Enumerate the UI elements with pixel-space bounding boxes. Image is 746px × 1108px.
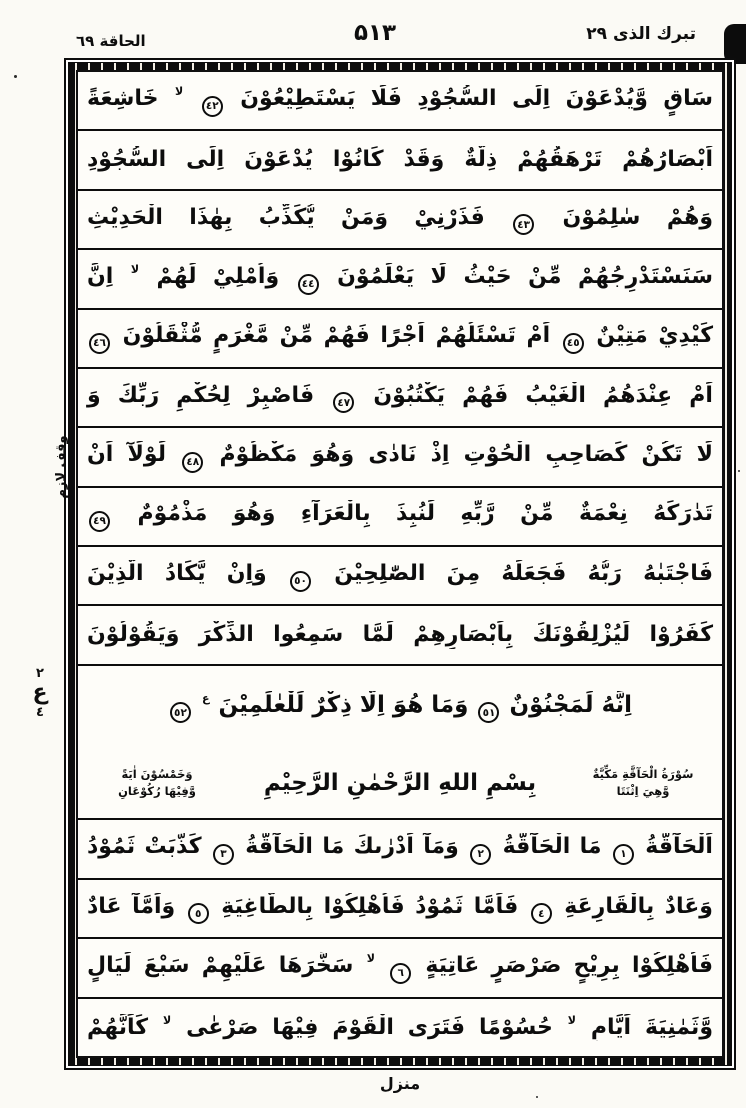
quran-line-row [78, 666, 722, 749]
ayah-number-marker: ٤٨ [182, 452, 203, 473]
quran-line-row [78, 250, 722, 309]
ayah-number-marker: ٥٠ [290, 571, 311, 592]
ayah-number-marker: ٤٦ [89, 333, 110, 354]
ayah-number-marker: ٢ [470, 844, 491, 865]
scan-speck [738, 470, 740, 472]
quran-line-row [78, 547, 722, 606]
ayah-number-marker: ٤٣ [513, 214, 534, 235]
quran-line-row [78, 72, 722, 131]
surah-title-line2: وَّهِيَ اِثْنَتَا [616, 784, 670, 799]
surah-header-row [78, 748, 722, 820]
quran-line-text: لَا تَكُنْ كَصَاحِبِ الْحُوْتِ اِذْ نَادٰى وَهُوَ مَكْظُوْمٌ ٤٨ لَوْلَآ اَنْ [78, 441, 722, 473]
quran-line-text: اَلْحَآقَّةُ ١ مَا الْحَآقَّةُ ٢ وَمَآ اَدْرٰىكَ مَا الْحَآقَّةُ ٣ كَذَّبَتْ ثَمُوْدُ [78, 833, 722, 865]
margin-waqf-note: وقف لازم [54, 435, 69, 499]
quran-line-row [78, 488, 722, 547]
ayah-number-marker: ٥٢ [170, 702, 191, 723]
surah-title-line1: سُوْرَةُ الْحَآقَّةِ مَكِّيَّةٌ [592, 766, 694, 781]
waqf-mark: لا [163, 1013, 172, 1027]
quran-text-block [76, 70, 724, 1058]
quran-line-row [78, 428, 722, 487]
quran-line-text: تَدٰرَكَهُ نِعْمَةٌ مِّنْ رَّبِّهِ لَنُبِذَ بِالْعَرَآءِ وَهُوَ مَذْمُوْمٌ ٤٩ [78, 500, 722, 532]
quran-line-row [78, 131, 722, 190]
waqf-mark: لا [366, 952, 375, 965]
quran-line-text: اَمْ عِنْدَهُمُ الْغَيْبُ فَهُمْ يَكْتُبُوْنَ ٤٧ فَاصْبِرْ لِحُكْمِ رَبِّكَ وَ [78, 382, 722, 414]
ornamental-border-band [68, 62, 732, 1066]
ayah-number-marker: ٤٥ [563, 333, 584, 354]
waqf-mark: لا [130, 262, 140, 276]
quran-line-text: اَبْصَارُهُمْ تَرْهَقُهُمْ ذِلَّةٌ وَقَدْ كَانُوْا يُدْعَوْنَ اِلَى السُّجُوْدِ [87, 147, 713, 173]
quran-line-row [78, 191, 722, 250]
quran-line-text: كَفَرُوْا لَيُزْلِقُوْنَكَ بِاَبْصَارِهِمْ لَمَّا سَمِعُوا الذِّكْرَ وَيَقُوْلُوْنَ [87, 622, 713, 648]
surah-label: الحاقة ٦٩ [76, 32, 146, 50]
quran-line-row [78, 369, 722, 428]
quran-line-text: كَيْدِيْ مَتِيْنٌ ٤٥ اَمْ تَسْئَلُهُمْ اَجْرًا فَهُمْ مِّنْ مَّغْرَمٍ مُّثْقَلُوْنَ ٤٦ [78, 322, 722, 354]
quran-line-text: سَاقٍ وَّيُدْعَوْنَ اِلَى السُّجُوْدِ فَلَا يَسْتَطِيْعُوْنَ ٤٢ $^{لا}$ خَاشِعَةً [78, 85, 722, 117]
quran-line-row [78, 880, 722, 939]
bismillah: بِسْمِ اللهِ الرَّحْمٰنِ الرَّحِيْمِ [263, 770, 537, 797]
quran-line-row [78, 820, 722, 879]
ayah-number-marker: ٤٤ [298, 274, 319, 295]
surah-title-left [78, 748, 236, 818]
quran-line-text: سَنَسْتَدْرِجُهُمْ مِّنْ حَيْثُ لَا يَعْلَمُوْنَ ٤٤ وَاُمْلِيْ لَهُمْ $^{لا}$ اِنَّ [78, 263, 722, 295]
scan-speck [536, 1096, 538, 1098]
juz-label: تبرك الذى ٢٩ [586, 24, 696, 44]
quran-line-text: فَاجْتَبٰهُ رَبُّهُ فَجَعَلَهُ مِنَ الصّٰلِحِيْنَ ٥٠ وَاِنْ يَّكَادُ الَّذِيْنَ [78, 560, 722, 592]
ayah-number-marker: ٥١ [478, 702, 499, 723]
ayah-number-marker: ٤٩ [89, 511, 110, 532]
ayah-number-marker: ٤ [531, 903, 552, 924]
text-frame [64, 58, 736, 1070]
quran-line-text: وَعَادٌ بِالْقَارِعَةِ ٤ فَاَمَّا ثَمُوْدُ فَاُهْلِكُوْا بِالطَّاغِيَةِ ٥ وَاَمَّآ عَادٌ [78, 893, 722, 925]
quran-line-text: اِنَّهُ لَمَجْنُوْنٌ ٥١ وَمَا هُوَ اِلَّا ذِكْرٌ لِّلْعٰلَمِيْنَ $^ع$ ٥٢ [78, 691, 722, 724]
quran-line-row [78, 310, 722, 369]
quran-line-text: وَهُمْ سٰلِمُوْنَ ٤٣ فَذَرْنِيْ وَمَنْ يُّكَذِّبُ بِهٰذَا الْحَدِيْثِ [78, 204, 722, 236]
ayah-number-marker: ٦ [390, 963, 411, 984]
quran-line-text: فَاُهْلِكُوْا بِرِيْحٍ صَرْصَرٍ عَاتِيَةٍ ٦ $^{لا}$ سَخَّرَهَا عَلَيْهِمْ سَبْعَ لَيَالٍ [78, 952, 722, 984]
ayah-number-marker: ١ [613, 844, 634, 865]
ayah-number-marker: ٣ [213, 844, 234, 865]
page-number: ۵۱۳ [353, 20, 397, 46]
ruku-ain-letter: ع [32, 680, 48, 705]
waqf-mark: ع [201, 691, 210, 705]
margin-ruku-marker [22, 666, 58, 720]
quran-line-text: وَّثَمٰنِيَةَ اَيَّامٍ $^{لا}$ حُسُوْمًا فَتَرَى الْقَوْمَ فِيْهَا صَرْعٰى $^{لا}$ كَاَنَّهُمْ [87, 1013, 713, 1040]
surah-ayah-count-line2: وَّفِيْهَا رُكُوْعَانِ [118, 784, 196, 799]
waqf-mark: لا [175, 84, 184, 98]
quran-line-row [78, 999, 722, 1056]
quran-line-row [78, 939, 722, 998]
ruku-number-top: ٢ [36, 666, 44, 681]
surah-title-right [564, 748, 722, 818]
ruku-number-bottom: ٤ [36, 705, 44, 720]
quran-line-row [78, 606, 722, 665]
ayah-number-marker: ٤٧ [333, 392, 354, 413]
waqf-mark: لا [567, 1013, 576, 1027]
page-header [0, 0, 746, 58]
catchword: منزل [379, 1074, 421, 1093]
surah-ayah-count-line1: وَخَمْسُوْنَ اٰيَةً [121, 766, 193, 781]
ayah-number-marker: ٥ [188, 903, 209, 924]
scan-speck [14, 75, 17, 78]
ayah-number-marker: ٤٢ [202, 96, 223, 117]
